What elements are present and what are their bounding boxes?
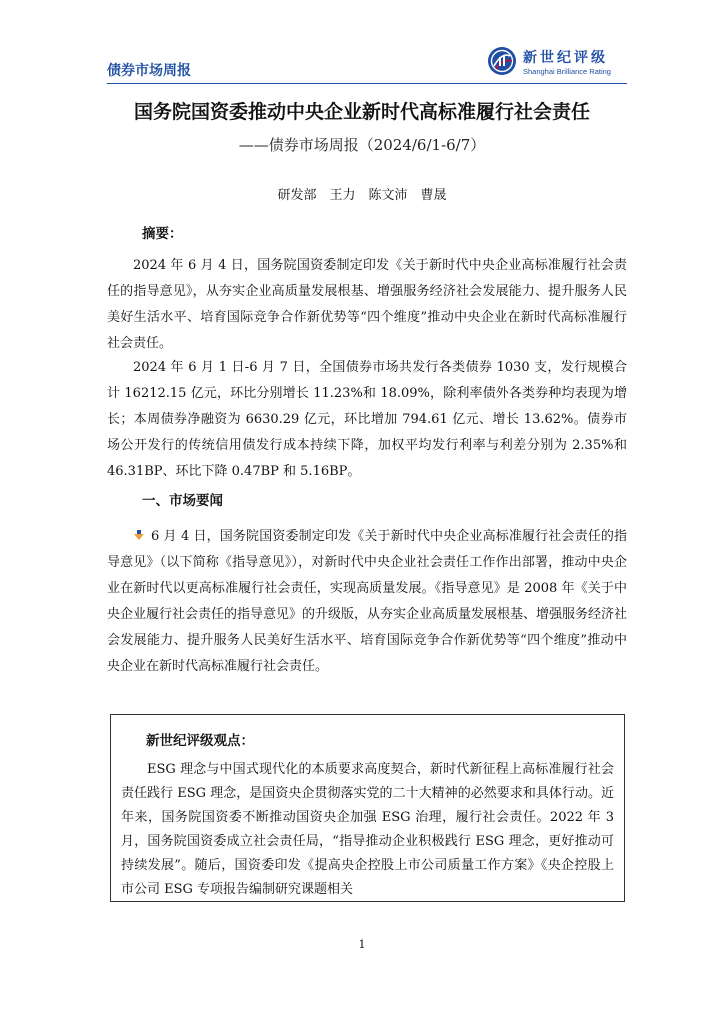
logo-text-en: Shanghai Brilliance Rating (523, 67, 611, 76)
viewpoint-box (110, 714, 625, 902)
arrow-bullet-icon (133, 529, 145, 541)
document-title: 国务院国资委推动中央企业新时代高标准履行社会责任 (133, 101, 590, 123)
market-news-paragraph (107, 524, 627, 680)
summary-paragraph-2: 2024 年 6 月 1 日-6 月 7 日，全国债券市场共发行各类债券 1030 支，发行规模合计 16212.15 亿元，环比分别增长 11.23%和 18.09%，除利率债外各类券种均表现为增长；本周债券净融资为 6630.29 亿元，环比增加 794.61 亿元、增长 13.62%。债券市场公开发行的传统信用债发行成本持续下降，加权平均发行利率与利差分别为 2.35%和 46.31BP、环比下降 0.47BP 和 5.16BP。 (107, 360, 627, 479)
summary-paragraph-1: 2024 年 6 月 4 日，国务院国资委制定印发《关于新时代中央企业高标准履行社会责任的指导意见》，从夯实企业高质量发展根基、增强服务经济社会发展能力、提升服务人民美好生活水平、培育国际竞争合作新优势等“四个维度”推动中央企业在新时代高标准履行社会责任。 (107, 258, 627, 351)
market-news-text: 6 月 4 日，国务院国资委制定印发《关于新时代中央企业高标准履行社会责任的指导意见》（以下简称《指导意见》），对新时代中央企业社会责任工作作出部署，推动中央企业在新时代以更高标准履行社会责任，实现高质量发展。《指导意见》是 2008 年《关于中央企业履行社会责任的指导意见》的升级版，从夯实企业高质量发展根基、增强服务经济社会发展能力、提升服务人民美好生活水平、培育国际竞争合作新优势等“四个维度”推动中央企业在新时代高标准履行社会责任。 (107, 529, 628, 674)
viewpoint-paragraph: ESG 理念与中国式现代化的本质要求高度契合，新时代新征程上高标准履行社会责任践行 ESG 理念，是国资央企贯彻落实党的二十大精神的必然要求和具体行动。近年来，国务院国资委不断推动国资央企加强 ESG 治理，履行社会责任。2022 年 3 月，国务院国资委成立社会责任局，“指导推动企业积极践行 ESG 理念，更好推动可持续发展”。随后，国资委印发《提高央企控股上市公司质量工作方案》《央企控股上市公司 ESG 专项报告编制研究课题相关 (121, 762, 614, 897)
logo-text-cn: 新世纪评级 (523, 50, 608, 66)
company-logo (487, 44, 627, 80)
viewpoint-title: 新世纪评级观点： (146, 733, 254, 749)
document-subtitle: ——债券市场周报（2024/6/1-6/7） (238, 136, 486, 154)
logo-globe-icon (487, 46, 517, 76)
section-heading-market-news: 一、市场要闻 (142, 493, 223, 509)
page-number: 1 (358, 938, 366, 951)
document-authors: 研发部 王力 陈文沛 曹晟 (277, 188, 447, 203)
header-report-label: 债券市场周报 (107, 63, 191, 79)
summary-heading: 摘要： (142, 226, 183, 242)
header-divider (107, 83, 627, 84)
